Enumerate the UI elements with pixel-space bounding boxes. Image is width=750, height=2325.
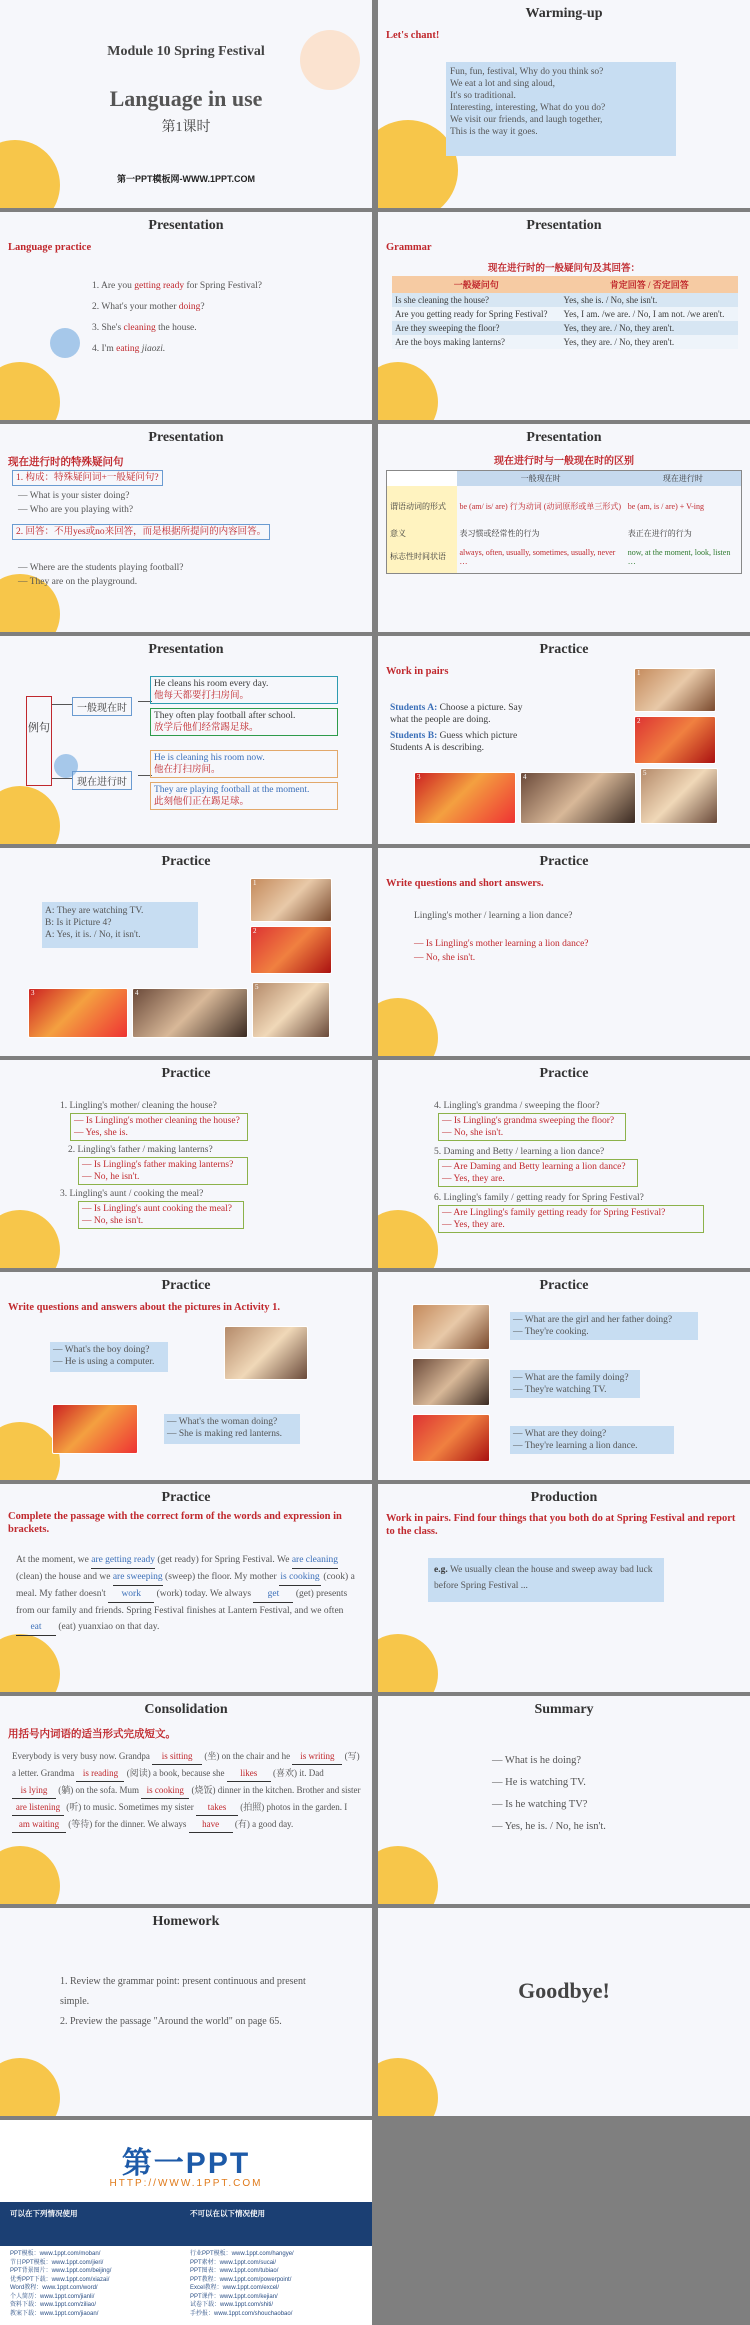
lesson-number: 第1课时 xyxy=(161,120,211,135)
answer-line: — Yes, they are. xyxy=(442,1220,505,1230)
photo-family-tv xyxy=(412,1358,490,1406)
photo-lion-dance-crowd: 3 xyxy=(414,772,516,824)
column-header: 肯定回答 / 否定回答 xyxy=(609,280,689,290)
summary-lines xyxy=(492,1750,606,1838)
chant-line: Interesting, interesting, What do you do? xyxy=(450,103,606,113)
photo-cooking: 1 xyxy=(250,878,332,922)
decor-blue-circle xyxy=(50,328,80,358)
blank[interactable]: takes xyxy=(196,1799,238,1816)
homework-item: 1. Review the grammar point: present continuous and present simple. xyxy=(60,1976,306,2007)
answer-line: — Is Lingling's mother cleaning the house? xyxy=(74,1116,240,1126)
link-item[interactable]: PPT素材：www.1ppt.com/sucai/ xyxy=(190,2259,277,2266)
example-en: They often play football after school. xyxy=(154,711,296,721)
summary-line: — What is he doing? xyxy=(492,1755,582,1766)
table-caption: 现在进行时与一般现在时的区别 xyxy=(494,456,634,467)
photo-lanterns xyxy=(52,1404,138,1454)
table-cell: Are the boys making lanterns? xyxy=(395,337,505,347)
link-item[interactable]: 资料下载：www.1ppt.com/ziliao/ xyxy=(10,2302,97,2308)
qa-line: — What are they doing? xyxy=(513,1429,607,1439)
slide-heading: Summary xyxy=(534,1702,594,1717)
slide-subheading: Write questions and short answers. xyxy=(386,878,544,889)
table-cell: 表习惯或经常性的行为 xyxy=(459,529,540,538)
dialogue-line: A: Yes, it is. / No, it isn't. xyxy=(45,930,141,940)
table-cell: Yes, they are. / No, they aren't. xyxy=(563,323,675,333)
example-zh: 放学后他们经常踢足球。 xyxy=(154,723,259,733)
table-cell: Yes, I am. /we are. / No, I am not. /we aren't. xyxy=(563,309,725,319)
qa-line: — What are the girl and her father doing? xyxy=(513,1315,673,1325)
lesson-title: Language in use xyxy=(109,86,263,111)
decor-yellow-circle xyxy=(378,362,438,420)
brand-text: 第一PPT模板网-WWW.1PPT.COM xyxy=(117,174,255,184)
example-en: He cleans his room every day. xyxy=(154,679,269,689)
table-cell: Yes, they are. / No, they aren't. xyxy=(563,337,675,347)
photo-boy-computer: 5 xyxy=(252,982,330,1038)
answer-line: — Yes, she is. xyxy=(74,1128,128,1138)
summary-line: — Is he watching TV? xyxy=(492,1799,588,1810)
answer-line: — Yes, they are. xyxy=(442,1174,505,1184)
photo-lion-dance xyxy=(412,1414,490,1462)
instruction-a: Students A: Choose a picture. Say what the people are doing. xyxy=(390,703,523,725)
prompt: 5. Daming and Betty / learning a lion dance? xyxy=(434,1147,605,1157)
prompt: 4. Lingling's grandma / sweeping the floor? xyxy=(434,1101,600,1111)
blank[interactable]: are sweeping xyxy=(113,1569,163,1586)
table-cell: be (am, is / are) + V-ing xyxy=(627,501,705,511)
qa-line: — What's the woman doing? xyxy=(167,1417,278,1427)
decor-yellow-circle xyxy=(0,786,60,844)
column-header: 一般疑问句 xyxy=(453,280,499,290)
example-en: He is cleaning his room now. xyxy=(154,753,265,763)
decor-yellow-circle xyxy=(0,362,60,420)
slide-subheading: 用括号内词语的适当形式完成短文。 xyxy=(8,1729,176,1740)
slide-subheading: Work in pairs xyxy=(386,666,449,677)
row-header: 标志性时间状语 xyxy=(387,541,457,573)
rule-2: 2. 回答：不用yes或no来回答，而是根据所提问的内容回答。 xyxy=(12,524,270,540)
answer-box xyxy=(438,1205,704,1233)
slide-heading: Practice xyxy=(539,1278,589,1293)
slide-subheading: Language practice xyxy=(8,242,92,253)
decor-peach-circle xyxy=(300,30,360,90)
decor-yellow-circle xyxy=(378,1634,438,1692)
slide-summary[interactable] xyxy=(378,1696,750,1904)
answer-line: — No, she isn't. xyxy=(82,1216,144,1226)
slide-heading: Presentation xyxy=(526,218,602,233)
qa-line: — They're cooking. xyxy=(513,1327,589,1337)
goodbye-text: Goodbye! xyxy=(518,1978,610,2003)
passage: Everybody is very busy now. Grandpa is sitting (坐) on the chair and he is writing (写) a letter. Grandma is reading (阅读) a book, because she likes (喜欢) it. Dad is lying (躺) on the sofa. Mum is cooking (烧饭) dinner in the kitchen. Brother and sister are listening (听) to music. Sometimes my sister takes (拍照) photos in the garden. I am waiting (等待) for the dinner. We always have (有) a good day. xyxy=(12,1748,364,1833)
qa-box xyxy=(510,1426,674,1454)
link-item[interactable]: Excel教程：www.1ppt.com/excel/ xyxy=(190,2285,280,2291)
row-header: 意义 xyxy=(387,526,457,541)
blank[interactable]: have xyxy=(189,1816,233,1833)
blank[interactable]: work xyxy=(108,1586,154,1603)
slide-subheading: Grammar xyxy=(386,242,432,253)
sentence: 1. Are you getting ready for Spring Festival? xyxy=(92,281,262,291)
link-item[interactable]: 优秀PPT下载：www.1ppt.com/xiazai/ xyxy=(10,2276,110,2283)
example-zh: 他每天都要打扫房间。 xyxy=(154,691,250,701)
slide-heading: Practice xyxy=(161,1278,211,1293)
answer-box xyxy=(70,1113,248,1141)
link-item[interactable]: PPT图表：www.1ppt.com/tubiao/ xyxy=(190,2268,279,2274)
answer-line: — No, he isn't. xyxy=(82,1172,140,1182)
brand-url[interactable]: HTTP://WWW.1PPT.COM xyxy=(109,2178,263,2189)
decor-yellow-circle xyxy=(0,1634,60,1692)
example-line: — What is your sister doing? xyxy=(18,491,130,501)
blank[interactable]: is writing xyxy=(292,1748,342,1765)
instruction-b: Students B: Guess which picture Students A is describing. xyxy=(390,731,518,753)
answer-line: — Is Lingling's father making lanterns? xyxy=(82,1160,234,1170)
slide-heading: Presentation xyxy=(526,430,602,445)
answer-box xyxy=(78,1201,244,1229)
answer-box xyxy=(78,1157,248,1185)
link-column xyxy=(10,2250,111,2318)
blank[interactable]: is lying xyxy=(12,1782,56,1799)
slide-special-questions[interactable] xyxy=(0,424,372,632)
slide-practice-dialogue[interactable] xyxy=(0,848,372,1056)
slide-activity-1-questions[interactable] xyxy=(0,1272,372,1480)
blank[interactable]: are listening xyxy=(12,1799,64,1816)
info-band xyxy=(0,2202,372,2246)
slide-heading: Practice xyxy=(161,1490,211,1505)
slide-complete-passage[interactable] xyxy=(0,1484,372,1692)
blank[interactable]: is sitting xyxy=(152,1748,202,1765)
info-heading: 不可以在以下情况使用 xyxy=(190,2209,265,2218)
answer-line: — Are Daming and Betty learning a lion dance? xyxy=(442,1162,626,1172)
qa-line: — He is using a computer. xyxy=(53,1357,155,1367)
example-line: — They are on the playground. xyxy=(18,577,138,587)
slide-goodbye[interactable] xyxy=(378,1908,750,2116)
chant-line: We visit our friends, and laugh together, xyxy=(450,115,603,125)
slide-subheading: Write questions and answers about the pictures in Activity 1. xyxy=(8,1302,281,1313)
sentence-list xyxy=(92,280,262,355)
slide-example-sentences[interactable] xyxy=(0,636,372,844)
qa-box xyxy=(510,1312,698,1340)
summary-line: — He is watching TV. xyxy=(492,1777,586,1788)
slide-production[interactable] xyxy=(378,1484,750,1692)
qa-line: — They're learning a lion dance. xyxy=(513,1441,638,1451)
slide-heading: Presentation xyxy=(148,218,224,233)
example-en: They are playing football at the moment. xyxy=(154,785,310,795)
homework-list xyxy=(60,1972,310,2032)
dialogue-box xyxy=(42,902,198,948)
slide-heading: Practice xyxy=(539,642,589,657)
dialogue-line: A: They are watching TV. xyxy=(45,906,144,916)
slide-heading: Presentation xyxy=(148,642,224,657)
summary-line: — Yes, he is. / No, he isn't. xyxy=(492,1821,606,1832)
slide-work-in-pairs[interactable] xyxy=(378,636,750,844)
link-item[interactable]: 试卷下载：www.1ppt.com/shiti/ xyxy=(190,2302,274,2308)
link-item[interactable]: 个人简历：www.1ppt.com/jianli/ xyxy=(10,2293,95,2300)
slide-subheading: 现在进行时的特殊疑问句 xyxy=(8,457,124,468)
decor-yellow-circle xyxy=(378,998,438,1056)
slide-subheading: Work in pairs. Find four things that you both do at Spring Festival and report to the class. xyxy=(386,1513,736,1537)
photo-family-tv: 4 xyxy=(132,988,248,1038)
qa-box xyxy=(510,1370,640,1398)
chant-line: This is the way it goes. xyxy=(450,127,538,137)
decor-yellow-circle xyxy=(378,2058,438,2116)
slide-heading: Practice xyxy=(161,854,211,869)
prompt: 6. Lingling's family / getting ready for Spring Festival? xyxy=(434,1193,644,1203)
sentence: 2. What's your mother doing? xyxy=(92,302,205,312)
table-cell: always, often, usually, sometimes, usually, never … xyxy=(459,547,616,566)
grammar-table xyxy=(392,276,738,349)
qa-line: — What are the family doing? xyxy=(513,1373,629,1383)
link-item[interactable]: 教案下载：www.1ppt.com/jiaoan/ xyxy=(10,2310,99,2317)
slide-write-questions[interactable] xyxy=(378,848,750,1056)
connector xyxy=(52,778,72,779)
decor-yellow-circle xyxy=(0,1846,60,1904)
blank[interactable]: eat xyxy=(16,1619,56,1636)
photo-boy-computer: 5 xyxy=(640,768,718,824)
blank[interactable]: are cleaning xyxy=(292,1552,338,1569)
link-item[interactable]: PPT背景图片：www.1ppt.com/beijing/ xyxy=(10,2268,112,2274)
tense-label: 一般现在时 xyxy=(72,697,132,716)
link-item[interactable]: 节日PPT模板：www.1ppt.com/jieri/ xyxy=(10,2259,104,2266)
slide-heading: Production xyxy=(530,1490,598,1505)
example-zh: 他在打扫房间。 xyxy=(154,765,221,775)
blank[interactable]: is reading xyxy=(76,1765,124,1782)
link-item[interactable]: PPT课件：www.1ppt.com/kejian/ xyxy=(190,2293,278,2300)
decor-yellow-circle xyxy=(378,1846,438,1904)
chant-line: Fun, fun, festival, Why do you think so? xyxy=(450,67,604,77)
link-item[interactable]: 行业PPT模板：www.1ppt.com/hangye/ xyxy=(190,2251,294,2257)
answer-box xyxy=(438,1113,626,1141)
photo-cooking xyxy=(412,1304,490,1350)
tense-label: 现在进行时 xyxy=(72,771,132,790)
comparison-table xyxy=(386,470,742,574)
photo-cooking: 1 xyxy=(634,668,716,712)
info-heading: 可以在下列情况使用 xyxy=(10,2209,78,2218)
decor-yellow-circle xyxy=(378,1210,438,1268)
link-column xyxy=(190,2250,294,2318)
connector xyxy=(52,704,72,705)
rule-1: 1. 构成：特殊疑问词+一般疑问句? xyxy=(12,470,163,486)
slide-heading: Practice xyxy=(539,854,589,869)
photo-lion-dance: 2 xyxy=(634,716,716,764)
blank[interactable]: am waiting xyxy=(12,1816,66,1833)
slide-warming-up[interactable] xyxy=(378,0,750,208)
qa-line: — She is making red lanterns. xyxy=(167,1429,283,1439)
link-item[interactable]: 手抄报：www.1ppt.com/shouchaobao/ xyxy=(190,2310,293,2317)
slide-subheading: Let's chant! xyxy=(386,30,440,41)
link-item[interactable]: PPT模板：www.1ppt.com/moban/ xyxy=(10,2251,101,2257)
example-box xyxy=(150,708,338,736)
sentence: 4. I'm eating jiaozi. xyxy=(92,344,166,354)
brand-logo: 第一PPT xyxy=(121,2147,251,2180)
prompt: Lingling's mother / learning a lion dance? xyxy=(414,911,573,921)
slide-heading: Consolidation xyxy=(144,1702,228,1717)
slide-language-practice[interactable] xyxy=(0,212,372,420)
slide-heading: Warming-up xyxy=(525,6,603,21)
chant-box xyxy=(446,62,676,156)
link-item[interactable]: PPT教程：www.1ppt.com/powerpoint/ xyxy=(190,2276,292,2283)
answer-box xyxy=(438,1159,638,1187)
qa-box xyxy=(50,1342,168,1372)
column-header: 一般现在时 xyxy=(520,474,561,483)
example-zh: 此刻他们正在踢足球。 xyxy=(154,797,250,807)
slide-title[interactable] xyxy=(0,0,372,208)
blank[interactable]: is cooking xyxy=(141,1782,189,1799)
slide-tense-comparison[interactable] xyxy=(378,424,750,632)
table-cell: Are they sweeping the floor? xyxy=(395,323,500,333)
decor-yellow-circle xyxy=(0,1210,60,1268)
slide-homework[interactable] xyxy=(0,1908,372,2116)
answer-line: — Is Lingling's aunt cooking the meal? xyxy=(82,1204,232,1214)
qa-line: — What's the boy doing? xyxy=(53,1345,150,1355)
decor-yellow-circle xyxy=(0,2058,60,2116)
row-header: 谓语动词的形式 xyxy=(387,486,457,526)
table-caption: 现在进行时的一般疑问句及其回答： xyxy=(487,264,640,274)
example-label: 例句 xyxy=(26,696,52,786)
slide-consolidation[interactable] xyxy=(0,1696,372,1904)
passage: At the moment, we are getting ready (get ready) for Spring Festival. We are cleaning (clean) the house and we are sweeping (sweep) the floor. My mother is cooking (cook) a meal. My father doesn't work (work) today. We always get (get) presents from our family and friends. Spring Festival finishes at Lantern Festival, and we often eat (eat) yuanxiao on that day. xyxy=(16,1552,362,1636)
prompt: 3. Lingling's aunt / cooking the meal? xyxy=(60,1189,204,1199)
table-cell: Is she cleaning the house? xyxy=(395,295,489,305)
qa-line: — They're watching TV. xyxy=(513,1385,607,1395)
table-cell: Yes, she is. / No, she isn't. xyxy=(563,295,658,305)
example-box xyxy=(150,782,338,810)
answer-line: — Is Lingling's grandma sweeping the floor? xyxy=(442,1116,615,1126)
answer-line: — No, she isn't. xyxy=(442,1128,504,1138)
prompt: 2. Lingling's father / making lanterns? xyxy=(68,1145,213,1155)
table-cell: be (am/ is/ are) 行为动词 (动词原形或单三形式) xyxy=(459,501,622,511)
blank[interactable]: likes xyxy=(227,1765,271,1782)
photo-lion-dance: 2 xyxy=(250,926,332,974)
slide-heading: Homework xyxy=(152,1914,220,1929)
link-item[interactable]: Word教程：www.1ppt.com/word/ xyxy=(10,2285,98,2291)
blank[interactable]: is cooking xyxy=(279,1569,321,1586)
slide-heading: Practice xyxy=(161,1066,211,1081)
homework-item: 2. Preview the passage "Around the world" on page 65. xyxy=(60,2016,282,2027)
example-line: — Who are you playing with? xyxy=(18,505,134,515)
photo-lion-dance-crowd: 3 xyxy=(28,988,128,1038)
table-cell: 表正在进行的行为 xyxy=(627,529,692,538)
qa-box xyxy=(164,1414,300,1444)
answer-line: — Are Lingling's family getting ready for Spring Festival? xyxy=(442,1208,666,1218)
photo-family-tv: 4 xyxy=(520,772,636,824)
chant-line: We eat a lot and sing aloud, xyxy=(450,79,556,89)
example-line: — Where are the students playing football? xyxy=(18,563,184,573)
prompt: 1. Lingling's mother/ cleaning the house? xyxy=(60,1101,217,1111)
chant-line: It's so traditional. xyxy=(450,91,516,101)
answer-line: — No, she isn't. xyxy=(414,953,476,963)
table-cell: now, at the moment, look, listen … xyxy=(627,547,731,566)
slide-subheading: Complete the passage with the correct form of the words and expression in brackets. xyxy=(8,1511,342,1535)
dialogue-line: B: Is it Picture 4? xyxy=(45,918,112,928)
sentence: 3. She's cleaning the house. xyxy=(92,323,197,333)
column-header: 现在进行时 xyxy=(662,474,703,483)
slide-brand-footer[interactable] xyxy=(0,2120,372,2325)
slide-grammar[interactable] xyxy=(378,212,750,420)
answer-line: — Is Lingling's mother learning a lion dance? xyxy=(414,939,589,949)
slide-practice-1-3[interactable] xyxy=(0,1060,372,1268)
decor-yellow-circle xyxy=(0,1422,60,1480)
slide-heading: Presentation xyxy=(148,430,224,445)
slide-practice-4-6[interactable] xyxy=(378,1060,750,1268)
blank[interactable]: are getting ready xyxy=(91,1552,155,1569)
example-box: e.g. We usually clean the house and sweep away bad luck before Spring Festival ... xyxy=(428,1558,664,1602)
table-cell: Are you getting ready for Spring Festival? xyxy=(395,309,548,319)
example-box xyxy=(150,750,338,778)
module-title: Module 10 Spring Festival xyxy=(107,44,265,59)
slide-heading: Practice xyxy=(539,1066,589,1081)
example-box xyxy=(150,676,338,704)
photo-boy-computer xyxy=(224,1326,308,1380)
blank[interactable]: get xyxy=(253,1586,293,1603)
slide-activity-1-answers[interactable] xyxy=(378,1272,750,1480)
